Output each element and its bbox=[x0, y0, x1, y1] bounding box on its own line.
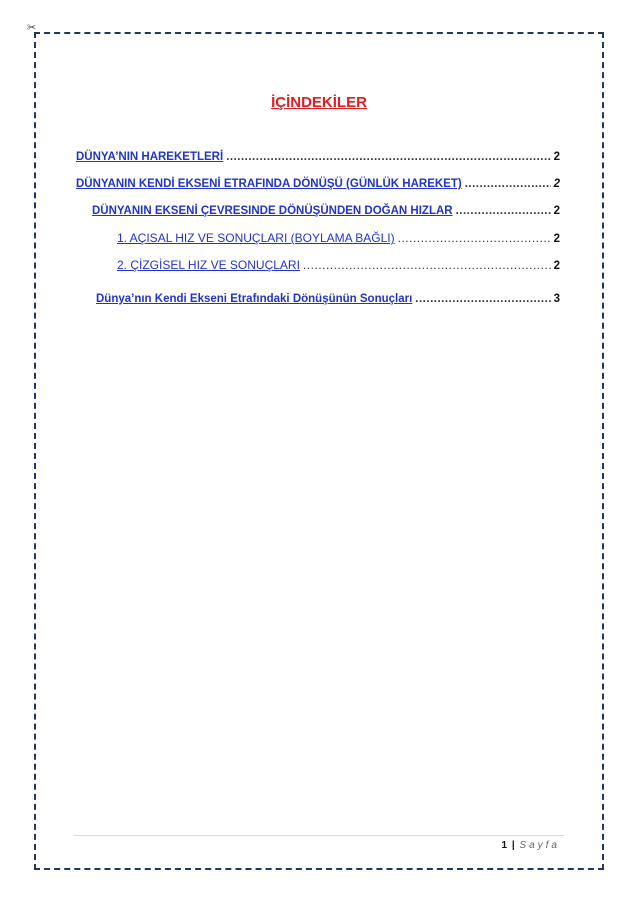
toc-entry-page: 3 bbox=[553, 293, 560, 305]
scissors-icon: ✂ bbox=[27, 21, 37, 34]
footer-page-number: 1 bbox=[501, 840, 508, 851]
dot-leader bbox=[398, 231, 551, 245]
toc-entry-page: 2 bbox=[553, 205, 560, 217]
toc-entry-label[interactable]: DÜNYA’NIN HAREKETLERİ bbox=[76, 151, 224, 163]
toc-title: İÇİNDEKİLER bbox=[271, 94, 367, 111]
toc-entry-page: 2 bbox=[553, 178, 560, 190]
page-footer bbox=[501, 840, 560, 851]
dot-leader bbox=[415, 293, 550, 305]
toc-entry-label[interactable]: 2. ÇİZGİSEL HIZ VE SONUÇLARI bbox=[117, 258, 300, 272]
toc-entry-sonuclar[interactable] bbox=[96, 293, 560, 305]
dot-leader bbox=[465, 178, 551, 190]
toc-entry-hizlar[interactable] bbox=[92, 205, 560, 217]
footer-separator: | bbox=[511, 840, 515, 851]
toc-entry-label[interactable]: DÜNYANIN EKSENİ ÇEVRESINDE DÖNÜŞÜNDEN DOĞAN HIZLAR bbox=[92, 205, 453, 217]
toc-entry-page: 2 bbox=[553, 151, 560, 163]
footer-divider bbox=[74, 835, 564, 836]
toc-entry-dunyanin-hareketleri[interactable] bbox=[76, 151, 560, 163]
dot-leader bbox=[226, 151, 550, 163]
toc-entry-label[interactable]: Dünya’nın Kendi Ekseni Etrafındaki Dönüşünün Sonuçları bbox=[96, 293, 413, 305]
toc-entry-cizgisel-hiz[interactable] bbox=[117, 258, 560, 272]
toc-entry-gunluk-hareket[interactable] bbox=[76, 178, 560, 190]
toc-entry-page: 2 bbox=[553, 260, 560, 272]
footer-page-word: Sayfa bbox=[519, 840, 560, 851]
toc-entry-label[interactable]: 1. AÇISAL HIZ VE SONUÇLARI (BOYLAMA BAĞLI) bbox=[117, 231, 395, 245]
toc-entry-acisal-hiz[interactable] bbox=[117, 231, 560, 245]
toc-entry-page: 2 bbox=[553, 233, 560, 245]
dot-leader bbox=[456, 205, 551, 217]
dot-leader bbox=[303, 258, 551, 272]
toc-entry-label[interactable]: DÜNYANIN KENDİ EKSENİ ETRAFINDA DÖNÜŞÜ (GÜNLÜK HAREKET) bbox=[76, 178, 462, 190]
